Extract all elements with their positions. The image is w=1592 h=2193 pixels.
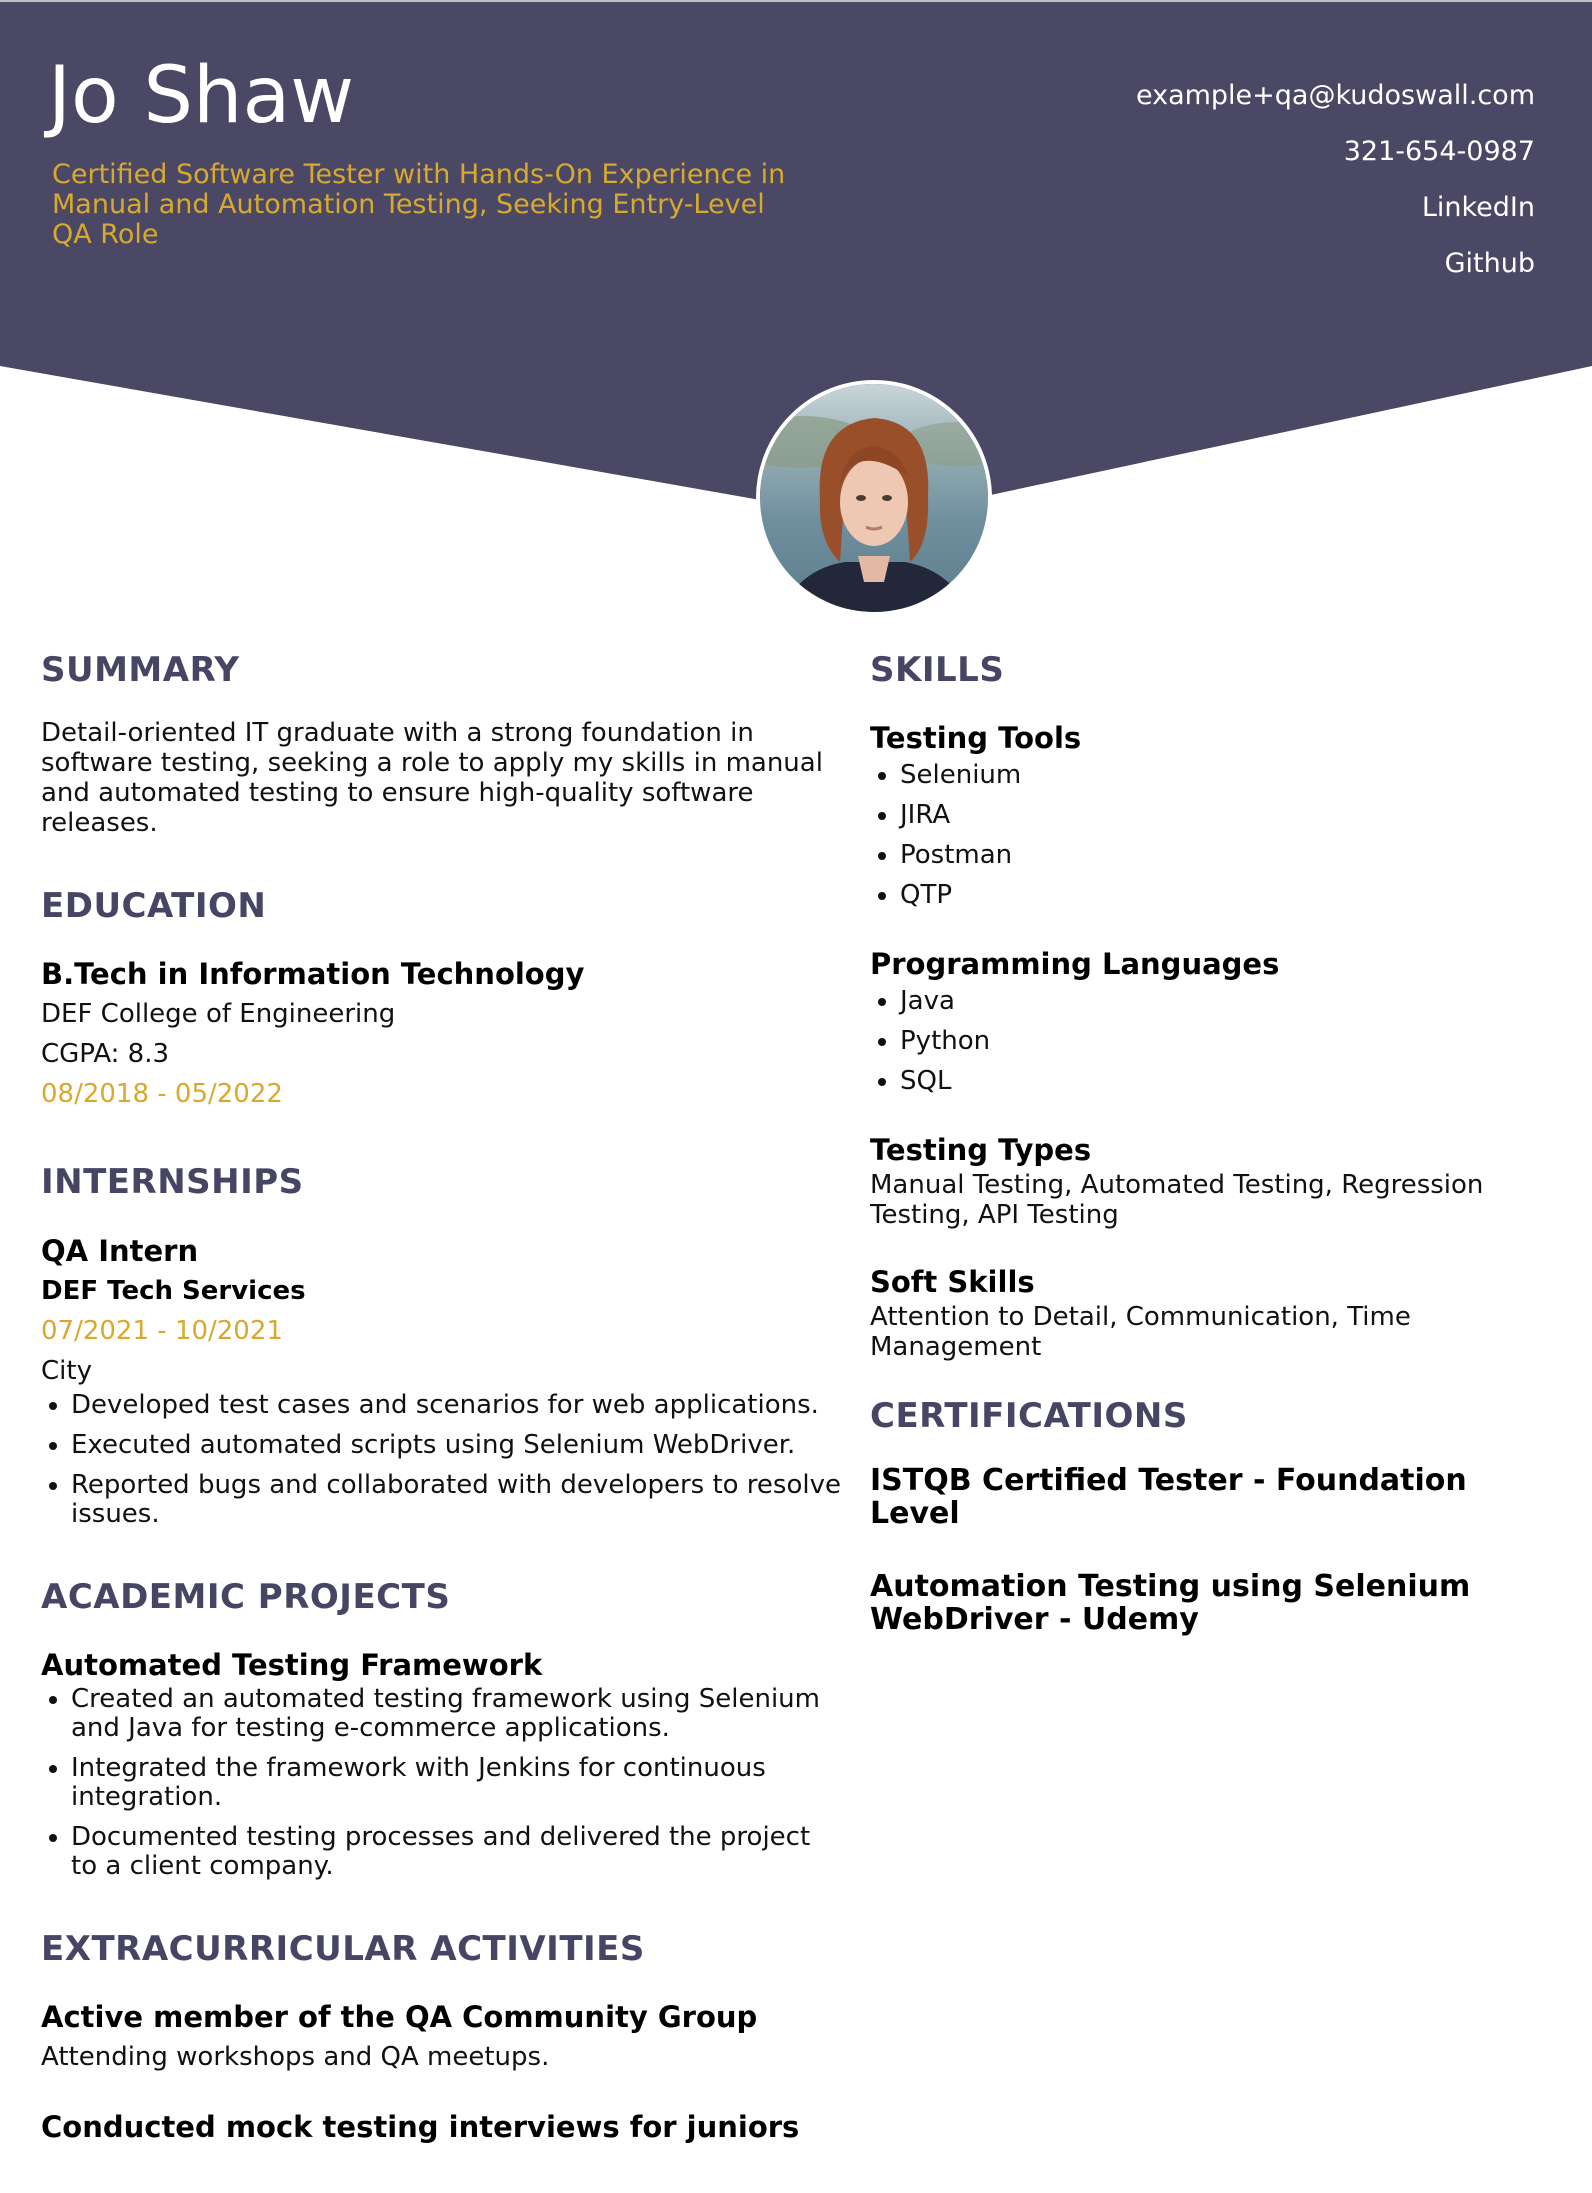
education-school: DEF College of Engineering [41,999,396,1030]
certification-item: Automation Testing using Selenium WebDriver - Udemy [870,1569,1471,1638]
right-column [870,648,1530,1676]
internship-location: City [41,1355,92,1386]
certifications-section [870,1394,1530,1636]
extracurricular-heading: EXTRACURRICULAR ACTIVITIES [41,1928,645,1969]
extracurricular-section [41,1927,841,2147]
internship-dates: 07/2021 - 10/2021 [41,1315,283,1346]
skill-group-label: Testing Tools [870,721,1082,756]
list-item: • Executed automated scripts using Selenium WebDriver. [71,1431,841,1460]
project-name: Automated Testing Framework [41,1647,543,1682]
list-item: • Java [900,984,1530,1018]
list-item: • SQL [900,1064,1530,1098]
extracurricular-item-title: Active member of the QA Community Group [41,1999,758,2034]
internships-section [41,1160,841,1528]
list-item: • Postman [900,838,1530,872]
list-item: • JIRA [900,798,1530,832]
skill-group-testing-types [870,1130,1530,1230]
contact-email[interactable]: example+qa@kudoswall.com [1135,80,1535,111]
education-dates: 08/2018 - 05/2022 [41,1079,283,1110]
skill-group-text: Attention to Detail, Communication, Time Management [870,1302,1411,1363]
list-item: • Documented testing processes and delivered the project to a client company. [71,1823,841,1881]
skill-group-label: Testing Types [870,1133,1092,1168]
skill-group-soft-skills [870,1262,1530,1362]
left-column [41,648,841,2193]
certifications-heading: CERTIFICATIONS [870,1396,1188,1437]
avatar [756,380,992,616]
internship-bullets [41,1391,841,1529]
project-bullets [41,1685,841,1881]
skill-group-label: Soft Skills [870,1265,1035,1300]
skill-group-label: Programming Languages [870,947,1280,982]
extracurricular-item-text: Attending workshops and QA meetups. [41,2041,550,2072]
summary-text: Detail-oriented IT graduate with a strong foundation in software testing, seeking a role to apply my skills in manual and automated testing to ensure high-quality software releases. [41,718,823,839]
skills-section [870,648,1530,1362]
projects-heading: ACADEMIC PROJECTS [41,1576,451,1617]
skills-heading: SKILLS [870,650,1005,690]
contact-phone[interactable]: 321-654-0987 [1343,136,1535,167]
list-item: • Python [900,1024,1530,1058]
education-section [41,884,841,1114]
list-item: • Integrated the framework with Jenkins for continuous integration. [71,1754,841,1812]
contact-list [1136,68,1535,292]
candidate-tagline: Certified Software Tester with Hands-On Experience in Manual and Automation Testing, Seeking Entry-Level QA Role [52,159,786,250]
list-item: • Selenium [900,758,1530,792]
skill-group-testing-tools [870,718,1530,912]
projects-section [41,1575,841,1881]
skill-group-text: Manual Testing, Automated Testing, Regression Testing, API Testing [870,1170,1484,1231]
certification-item: ISTQB Certified Tester - Foundation Level [870,1463,1467,1532]
list-item: • Developed test cases and scenarios for web applications. [71,1391,841,1420]
skill-list [870,758,1530,912]
list-item: • QTP [900,878,1530,912]
extracurricular-item-title: Conducted mock testing interviews for juniors [41,2109,800,2144]
contact-github-link[interactable]: Github [1444,248,1535,279]
candidate-name: Jo Shaw [48,51,355,141]
internships-heading: INTERNSHIPS [41,1162,304,1203]
education-degree: B.Tech in Information Technology [41,957,585,992]
education-heading: EDUCATION [41,886,267,927]
contact-linkedin-link[interactable]: LinkedIn [1421,192,1535,223]
education-cgpa: CGPA: 8.3 [41,1039,170,1070]
internship-company: DEF Tech Services [41,1275,306,1306]
list-item: • Created an automated testing framework using Selenium and Java for testing e-commerce applications. [71,1685,841,1743]
skill-group-programming [870,944,1530,1098]
summary-heading: SUMMARY [41,650,240,690]
internship-role: QA Intern [41,1233,199,1268]
skill-list [870,984,1530,1098]
summary-section [41,648,841,838]
list-item: • Reported bugs and collaborated with developers to resolve issues. [71,1471,841,1529]
